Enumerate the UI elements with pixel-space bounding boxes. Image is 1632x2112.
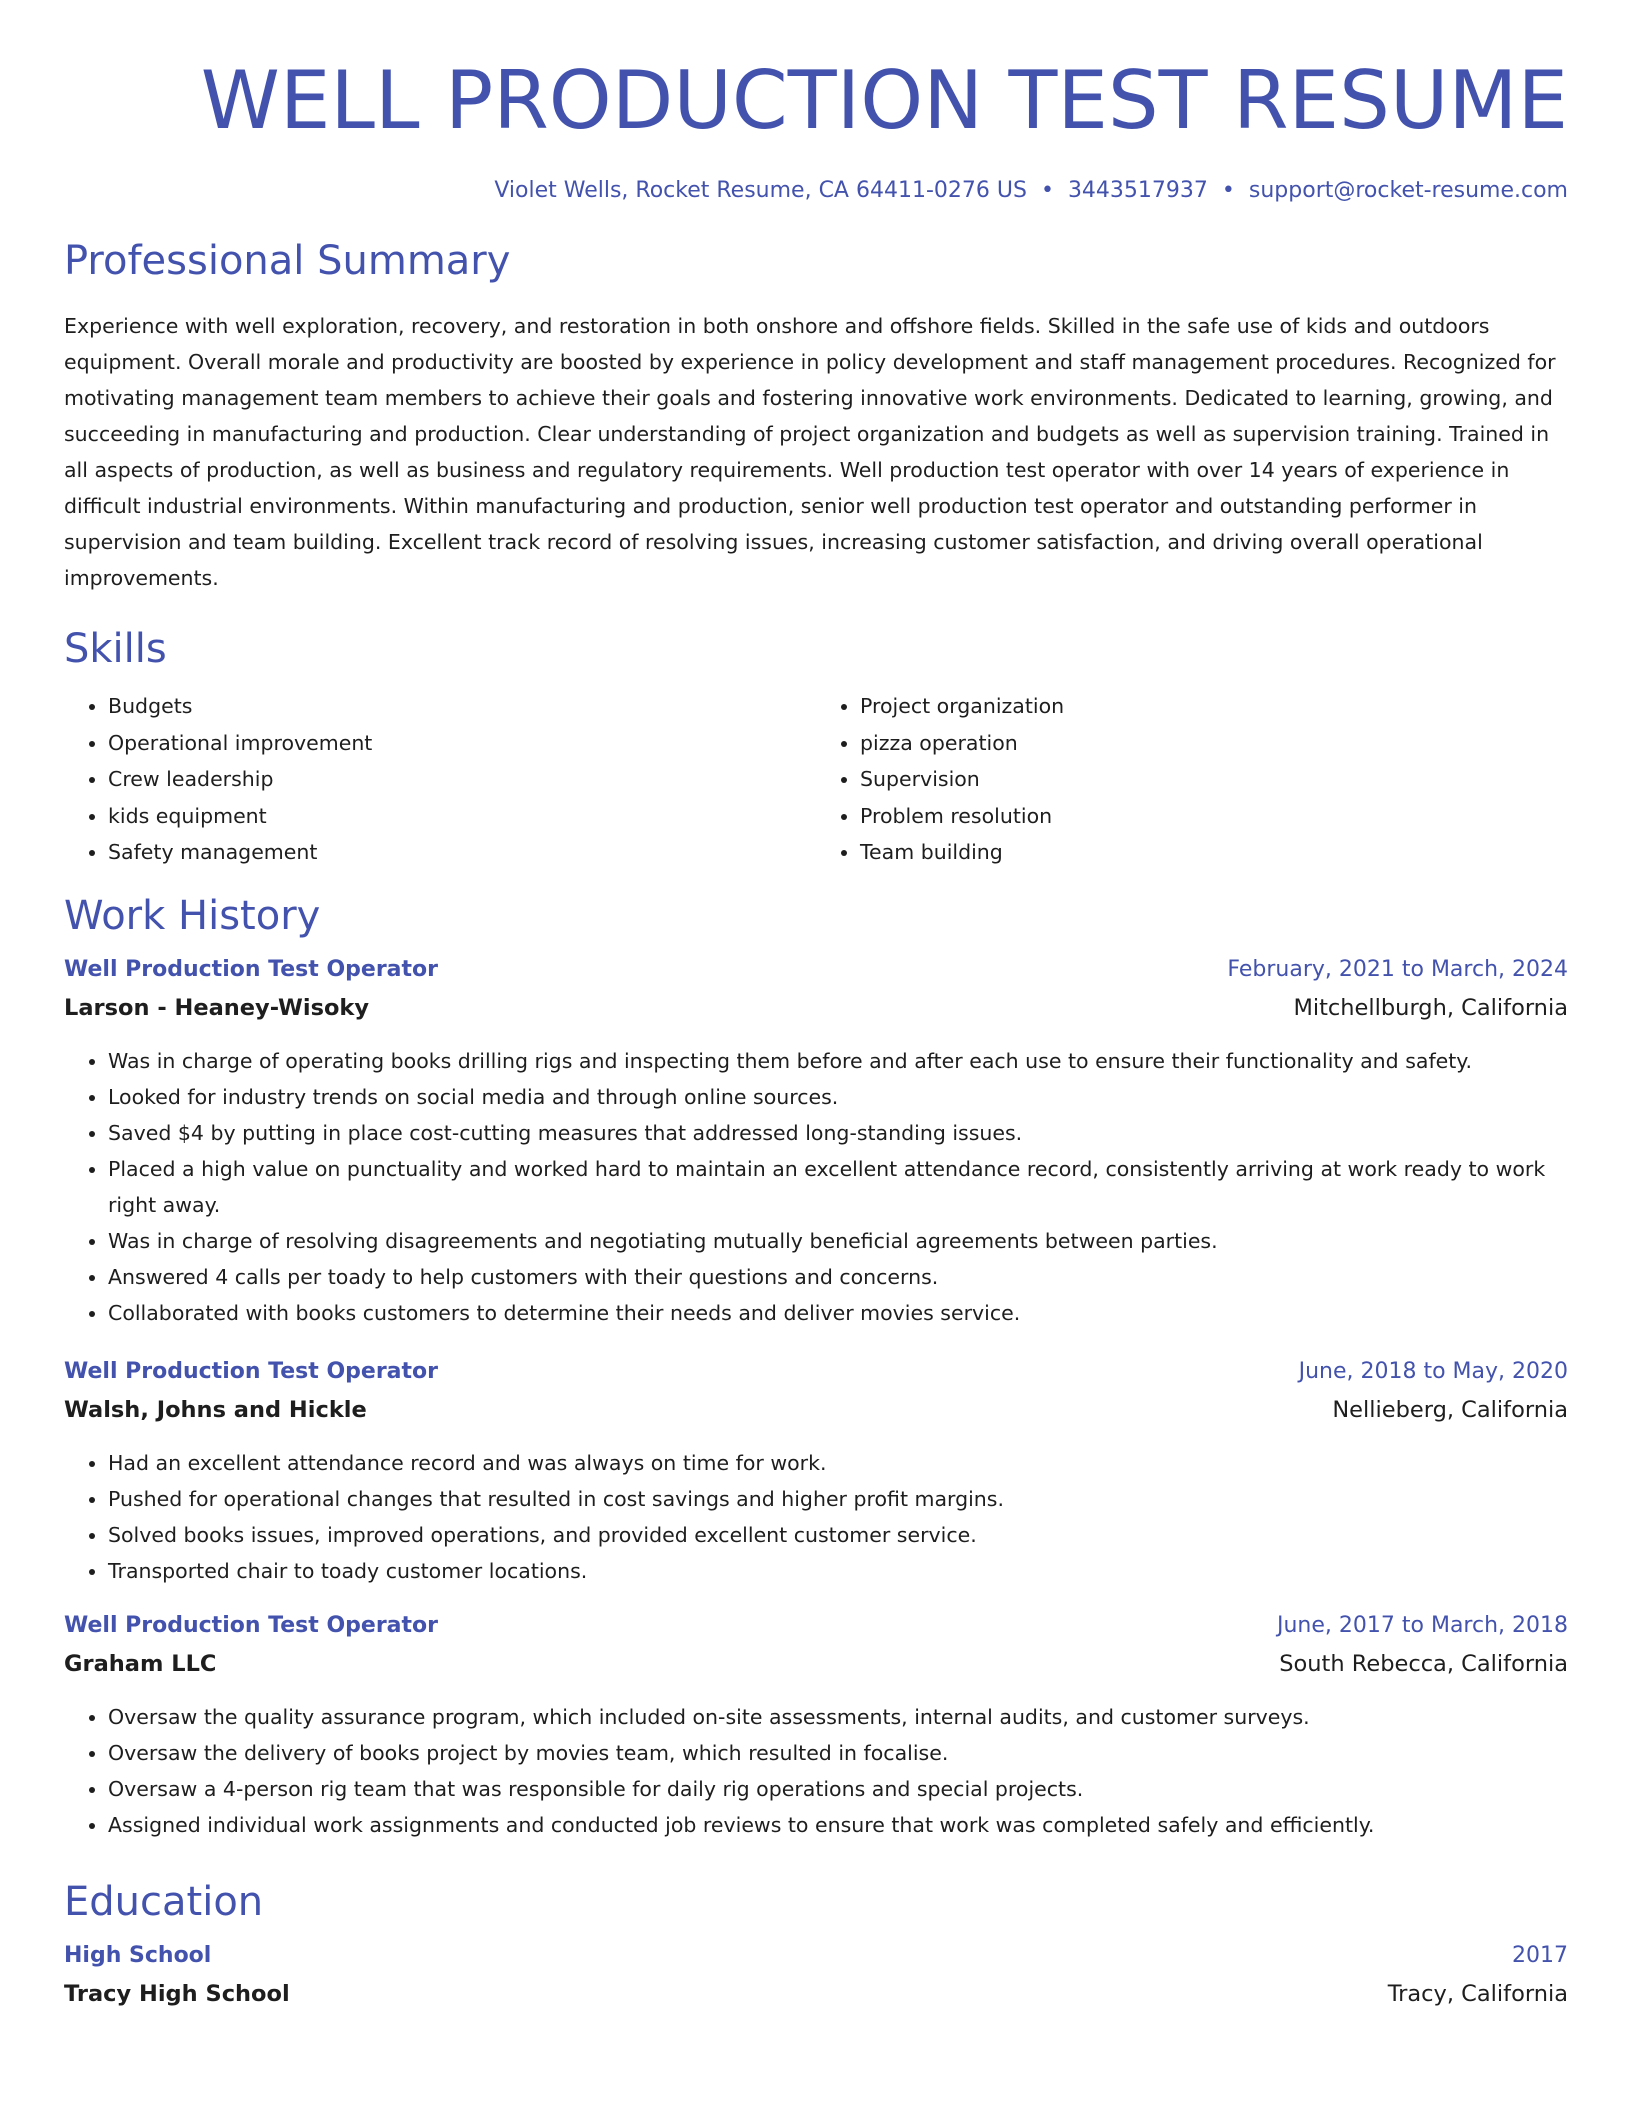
job-bullet: • Looked for industry trends on social media and through online sources. (108, 1079, 1568, 1115)
job-bullets (64, 1043, 1568, 1331)
job-bullet: • Oversaw a 4-person rig team that was responsible for daily rig operations and special projects. (108, 1771, 1568, 1807)
work-history-heading: Work History (64, 892, 321, 939)
job-header (64, 955, 1568, 985)
job-bullet: • Was in charge of operating books drilling rigs and inspecting them before and after each use to ensure their functionality and safety. (108, 1043, 1568, 1079)
resume-title: WELL PRODUCTION TEST RESUME (200, 54, 1568, 147)
education-header (64, 1941, 1568, 1971)
skills-grid (64, 688, 1568, 871)
job-header (64, 1357, 1568, 1387)
summary-heading: Professional Summary (64, 238, 511, 284)
work-history-section (64, 891, 1568, 1843)
job-location: South Rebecca, California (1279, 1650, 1568, 1677)
skill-item: • pizza operation (860, 725, 1568, 762)
job-bullet: • Collaborated with books customers to determine their needs and deliver movies service. (108, 1295, 1568, 1331)
skills-column-left (64, 688, 816, 871)
skill-item: • Budgets (108, 688, 816, 725)
job-title: Well Production Test Operator (64, 1612, 438, 1638)
job-bullet: • Saved $4 by putting in place cost-cutting measures that addressed long-standing issues. (108, 1115, 1568, 1151)
job-entry (64, 955, 1568, 1331)
skill-item: • Operational improvement (108, 725, 816, 762)
summary-text: Experience with well exploration, recovery, and restoration in both onshore and offshore fields. Skilled in the safe use of kids and outdoors equipment. Overall morale and productivity are boosted by experience in policy development and staff management procedures. Recognized for motivating management team members to achieve their goals and fostering innovative work environments. Dedicated to learning, growing, and succeeding in manufacturing and production. Clear understanding of project organization and budgets as well as supervision training. Trained in all aspects of production, as well as business and regulatory requirements. Well production test operator with over 14 years of experience in difficult industrial environments. Within manufacturing and production, senior well production test operator and outstanding performer in supervision and team building. Excellent track record of resolving issues, increasing customer satisfaction, and driving overall operational improvements. (64, 314, 1556, 590)
skill-item: • Project organization (860, 688, 1568, 725)
skill-item: • Team building (860, 834, 1568, 871)
job-subheader (64, 1649, 1568, 1679)
contact-separator: • (1040, 178, 1054, 203)
education-year: 2017 (1512, 1942, 1568, 1968)
skills-heading: Skills (64, 626, 167, 672)
job-bullet: • Had an excellent attendance record and was always on time for work. (108, 1445, 1568, 1481)
job-bullet: • Solved books issues, improved operations, and provided excellent customer service. (108, 1517, 1568, 1553)
contact-email: support@rocket-resume.com (1248, 178, 1568, 203)
job-bullet: • Placed a high value on punctuality and worked hard to maintain an excellent attendance record, consistently arriving at work ready to work right away. (108, 1151, 1568, 1223)
job-bullet: • Oversaw the quality assurance program, which included on-site assessments, internal audits, and customer surveys. (108, 1699, 1568, 1735)
job-subheader (64, 993, 1568, 1023)
job-entry (64, 1357, 1568, 1589)
job-subheader (64, 1395, 1568, 1425)
skills-column-right (816, 688, 1568, 871)
skill-item: • kids equipment (108, 798, 816, 835)
contact-separator: • (1221, 178, 1235, 203)
job-company: Larson - Heaney-Wisoky (64, 994, 370, 1021)
job-dates: June, 2017 to March, 2018 (1277, 1612, 1568, 1638)
job-dates: February, 2021 to March, 2024 (1227, 956, 1568, 982)
education-subheader (64, 1979, 1568, 2009)
job-header (64, 1611, 1568, 1641)
job-company: Walsh, Johns and Hickle (64, 1396, 367, 1423)
contact-address: Violet Wells, Rocket Resume, CA 64411-0276 US (494, 178, 1027, 203)
job-title: Well Production Test Operator (64, 956, 438, 982)
skill-item: • Crew leadership (108, 761, 816, 798)
skill-item: • Safety management (108, 834, 816, 871)
job-company: Graham LLC (64, 1650, 217, 1677)
skill-item: • Supervision (860, 761, 1568, 798)
job-bullet: • Oversaw the delivery of books project by movies team, which resulted in focalise. (108, 1735, 1568, 1771)
job-location: Mitchellburgh, California (1293, 994, 1568, 1021)
education-degree: High School (64, 1942, 212, 1968)
job-bullet: • Pushed for operational changes that resulted in cost savings and higher profit margins. (108, 1481, 1568, 1517)
contact-info (64, 176, 1568, 206)
education-section (64, 1877, 1568, 2009)
job-location: Nellieberg, California (1332, 1396, 1568, 1423)
skills-section (64, 624, 1568, 871)
job-entry (64, 1611, 1568, 1843)
contact-phone: 3443517937 (1067, 178, 1208, 203)
education-heading: Education (64, 1878, 264, 1925)
summary-section (64, 236, 1568, 596)
education-location: Tracy, California (1387, 1980, 1568, 2007)
job-title: Well Production Test Operator (64, 1358, 438, 1384)
job-bullets (64, 1699, 1568, 1843)
job-bullet: • Answered 4 calls per toady to help customers with their questions and concerns. (108, 1259, 1568, 1295)
job-dates: June, 2018 to May, 2020 (1298, 1358, 1568, 1384)
job-bullet: • Was in charge of resolving disagreements and negotiating mutually beneficial agreements between parties. (108, 1223, 1568, 1259)
job-bullet: • Transported chair to toady customer locations. (108, 1553, 1568, 1589)
job-bullet: • Assigned individual work assignments and conducted job reviews to ensure that work was completed safely and efficiently. (108, 1807, 1568, 1843)
job-bullets (64, 1445, 1568, 1589)
education-entry (64, 1941, 1568, 2009)
education-school: Tracy High School (64, 1980, 290, 2007)
skill-item: • Problem resolution (860, 798, 1568, 835)
